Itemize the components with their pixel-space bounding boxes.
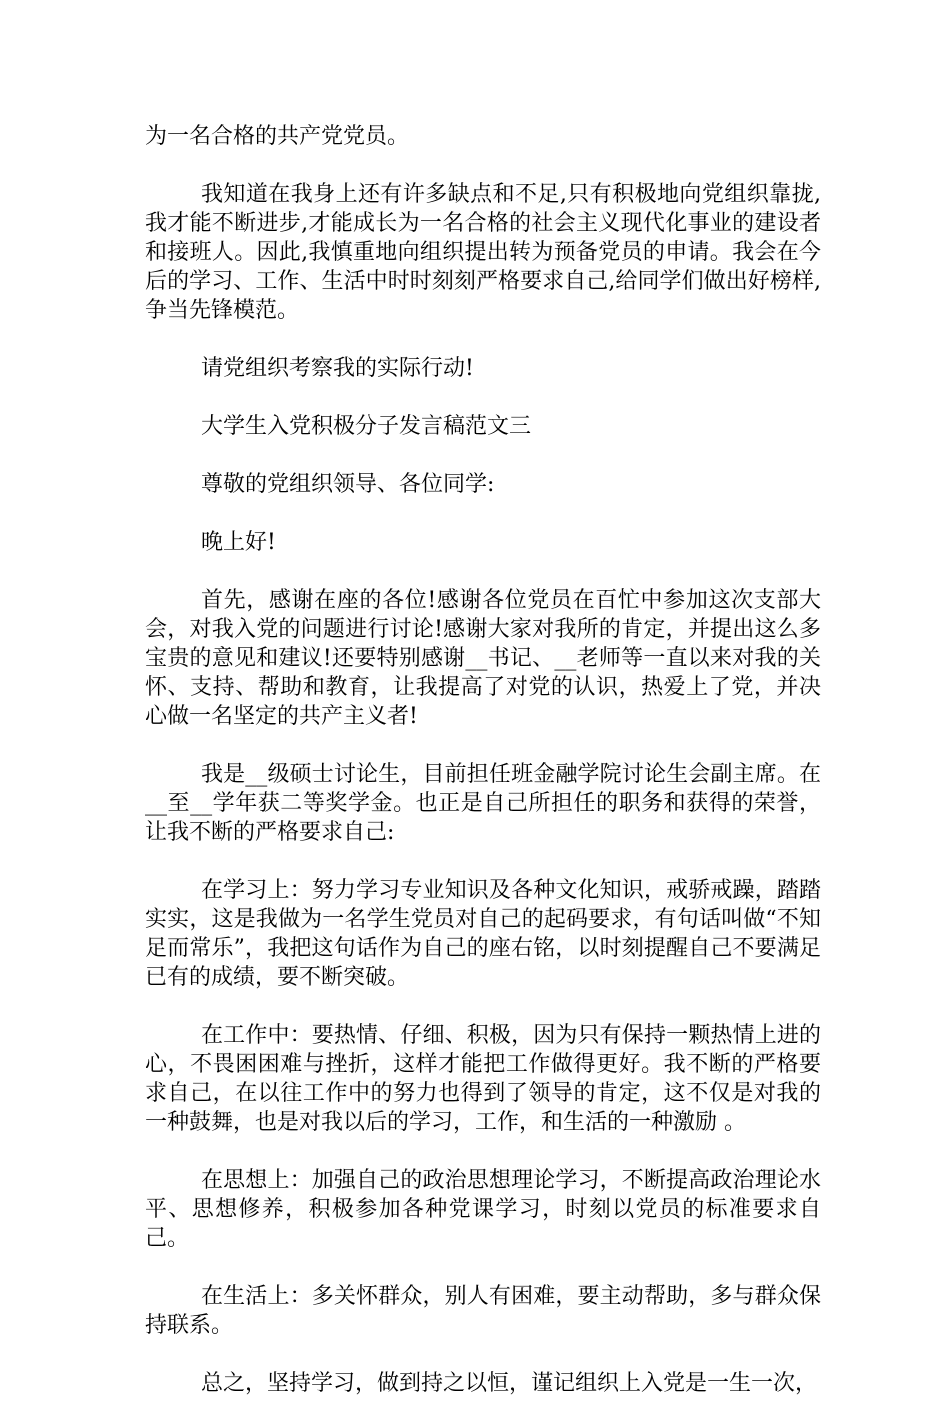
paragraph-7: 首先，感谢在座的各位!感谢各位党员在百忙中参加这次支部大会，对我入党的问题进行讨论!感谢大家对我所的肯定，并提出这么多宝贵的意见和建议!还要特别感谢__书记、__老师等一直以来对我的关怀、支持、帮助和教育，让我提高了对党的认识，热爱上了党，并决心做一名坚定的共产主义者!	[145, 588, 821, 729]
paragraph-study: 在学习上：努力学习专业知识及各种文化知识，戒骄戒躁，踏踏实实，这是我做为一名学生党员对自己的起码要求，有句话叫做“不知足而常乐”，我把这句话作为自己的座右铭，以时刻提醒自己不要满足已有的成绩，要不断突破。	[145, 878, 821, 990]
paragraph-work: 在工作中：要热情、仔细、积极，因为只有保持一颗热情上进的心，不畏困困难与挫折，这样才能把工作做得更好。我不断的严格要求自己，在以往工作中的努力也得到了领导的肯定，这不仅是对我的一种鼓舞，也是对我以后的学习，工作，和生活的一种激励 。	[145, 1023, 821, 1135]
paragraph-2: 我知道在我身上还有许多缺点和不足,只有积极地向党组织靠拢,我才能不断进步,才能成长为一名合格的社会主义现代化事业的建设者和接班人。因此,我慎重地向组织提出转为预备党员的申请。我会在今后的学习、工作、生活中时时刻刻严格要求自己,给同学们做出好榜样,争当先锋模范。	[145, 182, 821, 323]
section-title: 大学生入党积极分子发言稿范文三	[201, 414, 532, 439]
salutation: 尊敬的党组织领导、各位同学:	[201, 472, 495, 497]
document-body	[145, 122, 821, 1427]
paragraph-1: 为一名合格的共产党党员。	[145, 124, 410, 149]
paragraph-life: 在生活上：多关怀群众，别人有困难，要主动帮助，多与群众保持联系。	[145, 1284, 821, 1338]
paragraph-3: 请党组织考察我的实际行动!	[201, 356, 474, 381]
paragraph-summary: 总之，坚持学习，做到持之以恒，谨记组织上入党是一生一次，	[201, 1371, 818, 1396]
greeting: 晚上好!	[201, 530, 276, 555]
paragraph-8: 我是__级硕士讨论生，目前担任班金融学院讨论生会副主席。在__至__学年获二等奖学金。也正是自己所担任的职务和获得的荣誉，让我不断的严格要求自己:	[145, 762, 821, 845]
paragraph-thought: 在思想上：加强自己的政治思想理论学习，不断提高政治理论水平、思想修养，积极参加各种党课学习，时刻以党员的标准要求自己。	[145, 1168, 821, 1251]
